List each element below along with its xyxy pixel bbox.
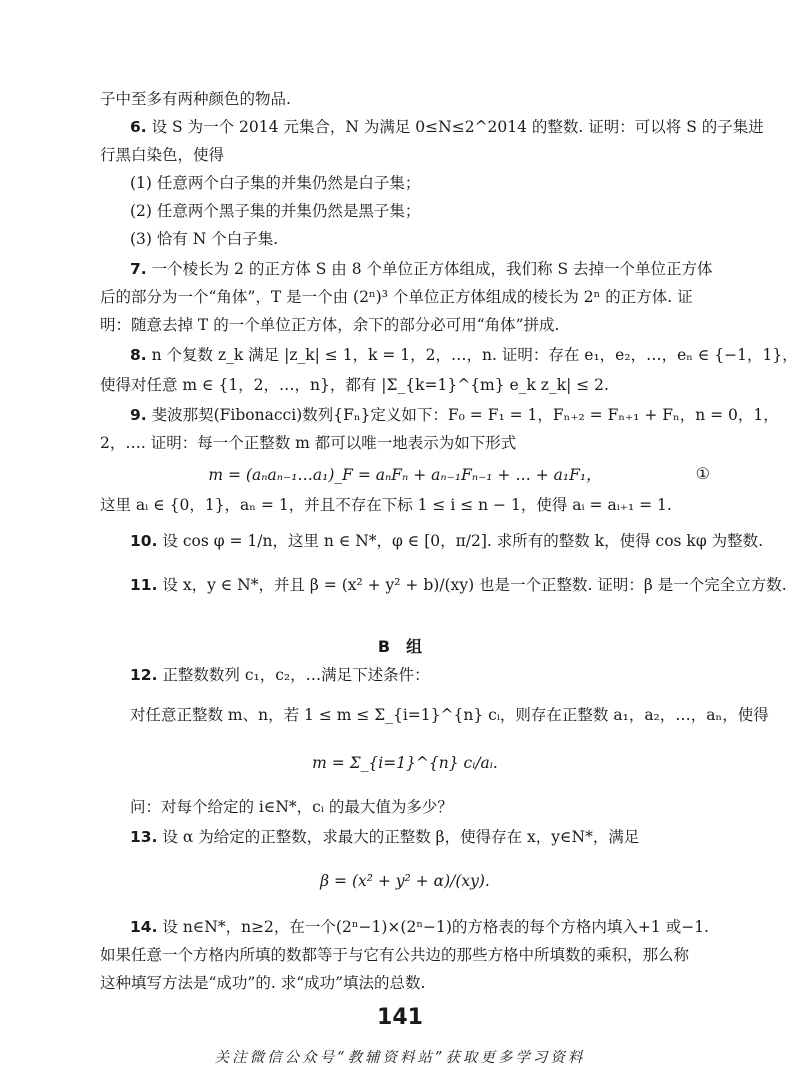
problem-number: 12. [130, 666, 158, 684]
text-line: 问：对每个给定的 i∈N*，cᵢ 的最大值为多少？ [130, 798, 453, 816]
page-number: 141 [377, 1005, 423, 1030]
problem-9-line: 9. 斐波那契(Fibonacci)数列{Fₙ}定义如下：F₀ = F₁ = 1，Fₙ₊₂ = Fₙ₊₁ + Fₙ，n = 0，1， [130, 406, 779, 424]
text-line: 使得对任意 m ∈ {1，2，…，n}，都有 |Σ_{k=1}^{m} e_k z_k| ≤ 2. [100, 376, 609, 394]
equation-number: ① [695, 464, 710, 483]
problem-11-line: 11. 设 x，y ∈ N*，并且 β = (x² + y² + b)/(xy) 也是一个正整数. 证明：β 是一个完全立方数. [130, 576, 787, 594]
text-line: 这里 aᵢ ∈ {0，1}，aₙ = 1，并且不存在下标 1 ≤ i ≤ n − 1，使得 aᵢ = aᵢ₊₁ = 1. [100, 496, 672, 514]
problem-number: 9. [130, 406, 147, 424]
problem-number: 8. [130, 346, 147, 364]
problem-8-line: 8. n 个复数 z_k 满足 |z_k| ≤ 1，k = 1，2，…，n. 证明：存在 e₁，e₂，…，eₙ ∈ {−1，1}， [130, 346, 798, 364]
problem-number: 10. [130, 532, 158, 550]
text-line: 子中至多有两种颜色的物品. [100, 90, 291, 108]
text-line: 对任意正整数 m、n，若 1 ≤ m ≤ Σ_{i=1}^{n} cᵢ，则存在正整数 a₁，a₂，…，aₙ，使得 [130, 706, 769, 724]
text-line: 如果任意一个方格内所填的数都等于与它有公共边的那些方格中所填数的乘积，那么称 [100, 946, 690, 964]
text-line: 后的部分为一个“角体”，T 是一个由 (2ⁿ)³ 个单位正方体组成的棱长为 2ⁿ 的正方体. 证 [100, 288, 693, 306]
text-line: 行黑白染色，使得 [100, 146, 225, 164]
problem-number: 6. [130, 118, 147, 136]
condition-3: (3) 恰有 N 个白子集. [130, 230, 279, 248]
condition-1: (1) 任意两个白子集的并集仍然是白子集； [130, 174, 421, 192]
problem-number: 14. [130, 918, 158, 936]
fibonacci-formula: m = (aₙaₙ₋₁…a₁)_F = aₙFₙ + aₙ₋₁Fₙ₋₁ + … + a₁F₁， [208, 466, 602, 484]
group-heading: B 组 [377, 637, 423, 656]
problem-13-line: 13. 设 α 为给定的正整数，求最大的正整数 β，使得存在 x，y∈N*，满足 [130, 828, 640, 846]
problem-number: 11. [130, 576, 158, 594]
text-line: 明：随意去掉 T 的一个单位正方体，余下的部分必可用“角体”拼成. [100, 316, 560, 334]
condition-2: (2) 任意两个黑子集的并集仍然是黑子集； [130, 202, 421, 220]
problem-number: 13. [130, 828, 158, 846]
text-line: 2，…. 证明：每一个正整数 m 都可以唯一地表示为如下形式 [100, 434, 517, 452]
sum-formula: m = Σ_{i=1}^{n} cᵢ/aᵢ. [312, 754, 498, 772]
problem-10-line: 10. 设 cos φ = 1/n，这里 n ∈ N*，φ ∈ [0，π/2]. 求所有的整数 k，使得 cos kφ 为整数. [130, 532, 764, 550]
problem-number: 7. [130, 260, 147, 278]
problem-7-line: 7. 一个棱长为 2 的正方体 S 由 8 个单位正方体组成，我们称 S 去掉一个单位正方体 [130, 260, 713, 278]
text-line: 这种填写方法是“成功”的. 求“成功”填法的总数. [100, 974, 426, 992]
problem-14-line: 14. 设 n∈N*，n≥2，在一个(2ⁿ−1)×(2ⁿ−1)的方格表的每个方格内填入+1 或−1. [130, 918, 709, 936]
problem-12-line: 12. 正整数数列 c₁，c₂，…满足下述条件： [130, 666, 430, 684]
beta-formula: β = (x² + y² + α)/(xy). [320, 872, 490, 890]
footer-note: 关注微信公众号“教辅资料站”获取更多学习资料 [214, 1050, 586, 1066]
problem-6-line: 6. 设 S 为一个 2014 元集合，N 为满足 0≤N≤2^2014 的整数. 证明：可以将 S 的子集进 [130, 118, 764, 136]
